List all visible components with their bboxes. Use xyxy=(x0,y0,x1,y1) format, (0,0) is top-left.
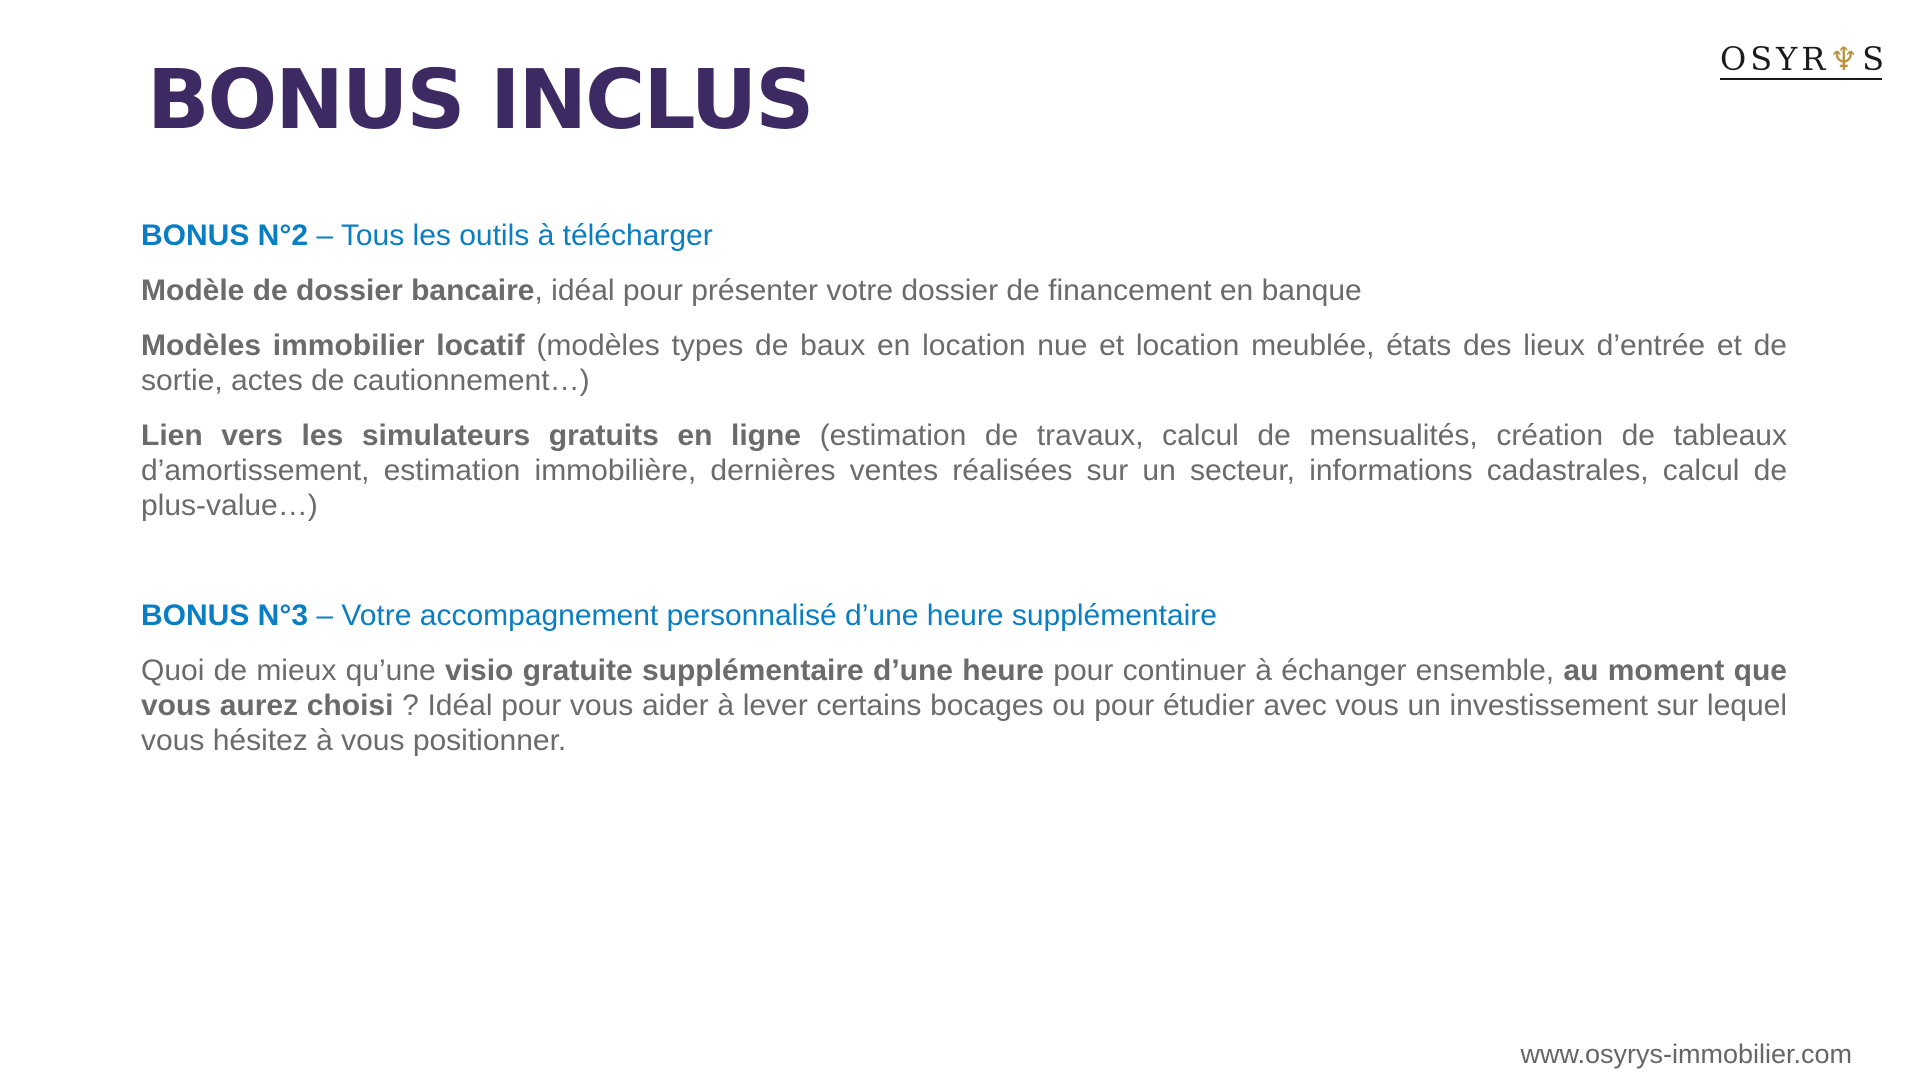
osyrys-logo xyxy=(1720,40,1888,82)
logo-text-part2: S xyxy=(1862,40,1888,78)
footer-url: www.osyrys-immobilier.com xyxy=(1520,1039,1852,1069)
bonus3-text-3: ? Idéal pour vous aider à lever certains bocages ou pour étudier avec vous un investissement sur lequel vous hésitez à vous positionner. xyxy=(141,689,1787,757)
logo-wordmark xyxy=(1720,40,1888,78)
slide-content xyxy=(141,218,1787,778)
logo-trident-icon: ♆ xyxy=(1829,40,1863,78)
bonus2-item-title: Modèles immobilier locatif xyxy=(141,329,525,362)
bonus3-text-2: pour continuer à échanger ensemble, xyxy=(1043,654,1564,687)
bonus2-item-text: (modèles types de baux en location nue et location meublée, états des lieux d’entrée et de sortie, actes de cautionnement…) xyxy=(141,329,1787,397)
slide-title: BONUS INCLUS xyxy=(147,53,813,148)
bonus2-heading-label: BONUS N°2 xyxy=(141,219,309,252)
bonus2-item-bank-file xyxy=(141,273,1787,308)
bonus2-item-title: Modèle de dossier bancaire xyxy=(141,274,535,307)
bonus3-bold-2: au moment que vous aurez choisi xyxy=(141,654,1787,722)
bonus3-heading-text: – Votre accompagnement personnalisé d’une heure supplémentaire xyxy=(308,599,1217,632)
bonus3-heading-label: BONUS N°3 xyxy=(141,599,309,632)
bonus2-item-text: (estimation de travaux, calcul de mensualités, création de tableaux d’amortissement, estimation immobilière, dernières ventes réalisées sur un secteur, informations cadastrales, calcul de plus-value…) xyxy=(141,419,1787,522)
bonus3-paragraph xyxy=(141,653,1787,758)
bonus2-item-text: , idéal pour présenter votre dossier de financement en banque xyxy=(534,274,1362,307)
section-spacer xyxy=(141,543,1787,598)
bonus3-bold-1: visio gratuite supplémentaire d’une heure xyxy=(445,654,1044,687)
bonus3-text-1: Quoi de mieux qu’une xyxy=(141,654,446,687)
bonus2-heading-text: – Tous les outils à télécharger xyxy=(308,219,713,252)
bonus2-heading xyxy=(141,218,1787,253)
logo-underline xyxy=(1720,78,1882,80)
bonus3-heading xyxy=(141,598,1787,633)
bonus2-item-simulators xyxy=(141,418,1787,523)
bonus2-item-rental-models xyxy=(141,328,1787,398)
bonus2-item-title: Lien vers les simulateurs gratuits en ligne xyxy=(141,419,801,452)
logo-text-part1: OSYR xyxy=(1720,40,1830,78)
